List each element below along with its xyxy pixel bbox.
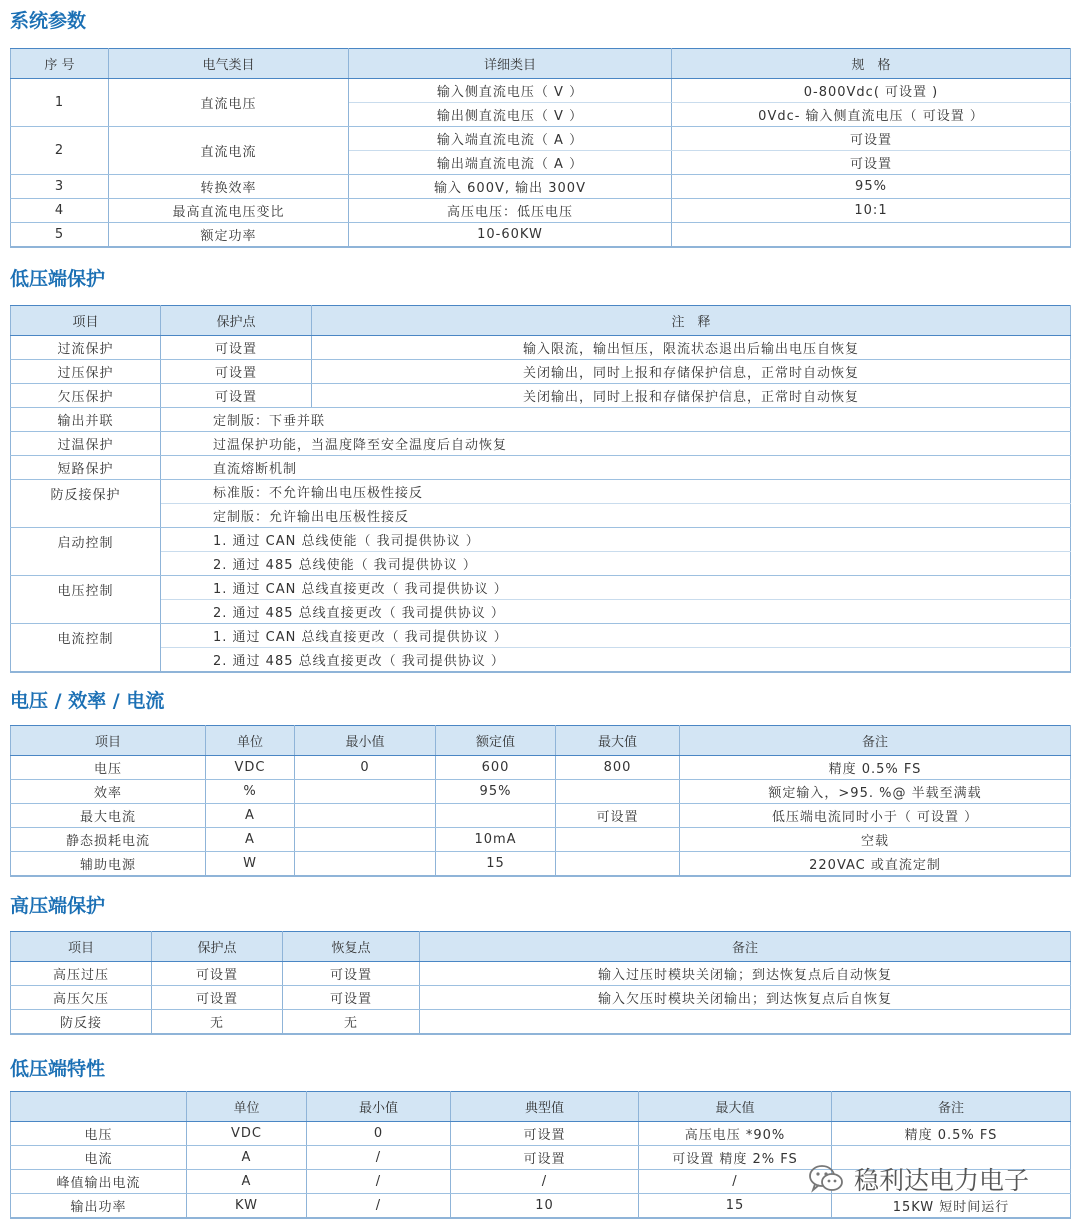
section-title-hv-protection: 高压端保护: [10, 895, 106, 917]
cell-point: 可设置: [161, 336, 312, 360]
cell-seq: 4: [11, 199, 109, 223]
table-row: [11, 1122, 1071, 1146]
header-protect-point: 保护点: [152, 932, 283, 962]
cell: /: [451, 1170, 639, 1194]
cell: A: [187, 1146, 307, 1170]
header-category: 电气类目: [109, 49, 349, 79]
cell-seq: 2: [11, 127, 109, 175]
cell-spec: 0-800Vdc( 可设置 ): [672, 79, 1071, 103]
table-row: [11, 648, 1071, 673]
cell: 高压电压 *90%: [639, 1122, 832, 1146]
cell: 15KW 短时间运行: [832, 1194, 1071, 1219]
wechat-icon: [808, 1164, 844, 1194]
cell-desc: 标准版：不允许输出电压极性接反: [161, 480, 1071, 504]
cell: [556, 828, 680, 852]
table-row: [11, 804, 1071, 828]
cell-detail: 输入端直流电流（ A ）: [349, 127, 672, 151]
header-unit: 单位: [187, 1092, 307, 1122]
header-min: 最小值: [295, 726, 436, 756]
table-row: [11, 432, 1071, 456]
cell: 高压过压: [11, 962, 152, 986]
section-title-system-params: 系统参数: [10, 10, 87, 32]
lv-characteristics-table: [10, 1091, 1070, 1219]
header-remark: 备注: [420, 932, 1071, 962]
cell: [556, 780, 680, 804]
table-row: [11, 828, 1071, 852]
cell: 效率: [11, 780, 206, 804]
table-row: [11, 624, 1071, 648]
header-remark: 备注: [832, 1092, 1071, 1122]
cell: 800: [556, 756, 680, 780]
cell: 电压: [11, 756, 206, 780]
cell: 额定输入，>95. %@ 半载至满载: [680, 780, 1071, 804]
cell: /: [307, 1146, 451, 1170]
header-protect-point: 保护点: [161, 306, 312, 336]
cell: 15: [436, 852, 556, 877]
cell: 无: [283, 1010, 420, 1035]
hv-protection-table: [10, 931, 1070, 1035]
cell-detail: 10-60KW: [349, 223, 672, 248]
cell: 空载: [680, 828, 1071, 852]
watermark: [808, 1160, 1029, 1198]
cell: /: [307, 1170, 451, 1194]
cell: 10mA: [436, 828, 556, 852]
cell-item: 电压控制: [11, 576, 161, 624]
cell: 可设置: [283, 962, 420, 986]
cell: 输出功率: [11, 1194, 187, 1219]
cell: [295, 804, 436, 828]
cell-spec: 0Vdc- 输入侧直流电压（ 可设置 ）: [672, 103, 1071, 127]
header-rated: 额定值: [436, 726, 556, 756]
cell-spec: 可设置: [672, 151, 1071, 175]
voltage-efficiency-current-table: [10, 725, 1070, 877]
cell: 输入过压时模块关闭输；到达恢复点后自动恢复: [420, 962, 1071, 986]
table-row: [11, 360, 1071, 384]
cell: [436, 804, 556, 828]
header-min: 最小值: [307, 1092, 451, 1122]
cell: KW: [187, 1194, 307, 1219]
header-item: 项目: [11, 726, 206, 756]
cell-item: 电流控制: [11, 624, 161, 673]
table-row: [11, 223, 1071, 248]
cell-desc: 2. 通过 485 总线使能（ 我司提供协议 ）: [161, 552, 1071, 576]
cell-desc: 1. 通过 CAN 总线使能（ 我司提供协议 ）: [161, 528, 1071, 552]
table-row: [11, 756, 1071, 780]
cell-category: 直流电压: [109, 79, 349, 127]
section-title-lv-protection: 低压端保护: [10, 268, 106, 290]
table-row: [11, 456, 1071, 480]
header-item: 项目: [11, 306, 161, 336]
cell: VDC: [206, 756, 295, 780]
header-typical: 典型值: [451, 1092, 639, 1122]
header-recover-point: 恢复点: [283, 932, 420, 962]
cell: W: [206, 852, 295, 877]
cell: [295, 852, 436, 877]
cell: 高压欠压: [11, 986, 152, 1010]
cell-desc: 2. 通过 485 总线直接更改（ 我司提供协议 ）: [161, 600, 1071, 624]
header-detail: 详细类目: [349, 49, 672, 79]
cell-category: 直流电流: [109, 127, 349, 175]
table-row: [11, 600, 1071, 624]
cell-category: 额定功率: [109, 223, 349, 248]
watermark-text: 稳利达电力电子: [854, 1166, 1030, 1195]
cell: 可设置: [556, 804, 680, 828]
cell: 10: [451, 1194, 639, 1219]
section-title-lv-characteristics: 低压端特性: [10, 1058, 106, 1080]
cell: 95%: [436, 780, 556, 804]
cell-point: 可设置: [161, 360, 312, 384]
cell-item: 短路保护: [11, 456, 161, 480]
cell-desc: 定制版：允许输出电压极性接反: [161, 504, 1071, 528]
cell: [295, 828, 436, 852]
cell-desc: 过温保护功能，当温度降至安全温度后自动恢复: [161, 432, 1071, 456]
cell: 600: [436, 756, 556, 780]
cell-item: 输出并联: [11, 408, 161, 432]
header-item: [11, 1092, 187, 1122]
cell: /: [639, 1170, 832, 1194]
header-max: 最大值: [639, 1092, 832, 1122]
cell-spec: 可设置: [672, 127, 1071, 151]
cell-item: 过流保护: [11, 336, 161, 360]
table-row: [11, 336, 1071, 360]
cell-note: 关闭输出，同时上报和存储保护信息，正常时自动恢复: [312, 360, 1071, 384]
system-params-table: [10, 48, 1070, 248]
cell: A: [187, 1170, 307, 1194]
table-row: [11, 504, 1071, 528]
header-note: 注 释: [312, 306, 1071, 336]
cell: %: [206, 780, 295, 804]
cell-note: 关闭输出，同时上报和存储保护信息，正常时自动恢复: [312, 384, 1071, 408]
cell: 可设置: [283, 986, 420, 1010]
cell-point: 可设置: [161, 384, 312, 408]
cell-spec: 10:1: [672, 199, 1071, 223]
cell: 输入欠压时模块关闭输出；到达恢复点后自恢复: [420, 986, 1071, 1010]
cell: [420, 1010, 1071, 1035]
cell: 0: [307, 1122, 451, 1146]
cell-category: 转换效率: [109, 175, 349, 199]
cell-desc: 1. 通过 CAN 总线直接更改（ 我司提供协议 ）: [161, 624, 1071, 648]
cell-detail: 输入侧直流电压（ V ）: [349, 79, 672, 103]
table-row: [11, 175, 1071, 199]
cell: 可设置: [152, 962, 283, 986]
table-row: [11, 576, 1071, 600]
table-row: [11, 780, 1071, 804]
cell: 精度 0.5% FS: [832, 1122, 1071, 1146]
cell-item: 过温保护: [11, 432, 161, 456]
cell: 精度 0.5% FS: [680, 756, 1071, 780]
cell-seq: 1: [11, 79, 109, 127]
cell: /: [307, 1194, 451, 1219]
cell: 低压端电流同时小于（ 可设置 ）: [680, 804, 1071, 828]
header-spec: 规 格: [672, 49, 1071, 79]
cell-detail: 输出侧直流电压（ V ）: [349, 103, 672, 127]
cell: 无: [152, 1010, 283, 1035]
cell: 可设置: [451, 1122, 639, 1146]
cell-detail: 输出端直流电流（ A ）: [349, 151, 672, 175]
header-max: 最大值: [556, 726, 680, 756]
table-row: [11, 552, 1071, 576]
cell: 辅助电源: [11, 852, 206, 877]
section-title-voltage-efficiency-current: 电压 / 效率 / 电流: [10, 690, 165, 712]
header-remark: 备注: [680, 726, 1071, 756]
cell: 静态损耗电流: [11, 828, 206, 852]
table-row: [11, 962, 1071, 986]
cell: 可设置: [152, 986, 283, 1010]
cell-desc: 2. 通过 485 总线直接更改（ 我司提供协议 ）: [161, 648, 1071, 673]
table-row: [11, 986, 1071, 1010]
cell-item: 启动控制: [11, 528, 161, 576]
cell: 峰值输出电流: [11, 1170, 187, 1194]
cell: A: [206, 804, 295, 828]
cell-seq: 5: [11, 223, 109, 248]
table-row: [11, 127, 1071, 151]
cell: 防反接: [11, 1010, 152, 1035]
cell: 0: [295, 756, 436, 780]
table-row: [11, 480, 1071, 504]
table-row: [11, 408, 1071, 432]
cell-item: 防反接保护: [11, 480, 161, 528]
cell-item: 过压保护: [11, 360, 161, 384]
header-item: 项目: [11, 932, 152, 962]
cell: 电流: [11, 1146, 187, 1170]
table-row: [11, 528, 1071, 552]
cell: 可设置 精度 2% FS: [639, 1146, 832, 1170]
header-seq: 序 号: [11, 49, 109, 79]
cell-desc: 直流熔断机制: [161, 456, 1071, 480]
table-row: [11, 79, 1071, 103]
table-row: [11, 1010, 1071, 1035]
cell: [556, 852, 680, 877]
cell-detail: 高压电压：低压电压: [349, 199, 672, 223]
cell: VDC: [187, 1122, 307, 1146]
cell-desc: 定制版：下垂并联: [161, 408, 1071, 432]
cell: 电压: [11, 1122, 187, 1146]
cell-desc: 1. 通过 CAN 总线直接更改（ 我司提供协议 ）: [161, 576, 1071, 600]
table-row: [11, 199, 1071, 223]
cell-spec: 95%: [672, 175, 1071, 199]
cell: A: [206, 828, 295, 852]
cell-note: 输入限流，输出恒压，限流状态退出后输出电压自恢复: [312, 336, 1071, 360]
cell-item: 欠压保护: [11, 384, 161, 408]
cell: 最大电流: [11, 804, 206, 828]
cell-detail: 输入 600V, 输出 300V: [349, 175, 672, 199]
cell: 220VAC 或直流定制: [680, 852, 1071, 877]
cell-seq: 3: [11, 175, 109, 199]
table-row: [11, 852, 1071, 877]
cell-spec: [672, 223, 1071, 248]
cell: [295, 780, 436, 804]
header-unit: 单位: [206, 726, 295, 756]
lv-protection-table: [10, 305, 1070, 673]
table-row: [11, 384, 1071, 408]
cell: 15: [639, 1194, 832, 1219]
cell: 可设置: [451, 1146, 639, 1170]
cell-category: 最高直流电压变比: [109, 199, 349, 223]
